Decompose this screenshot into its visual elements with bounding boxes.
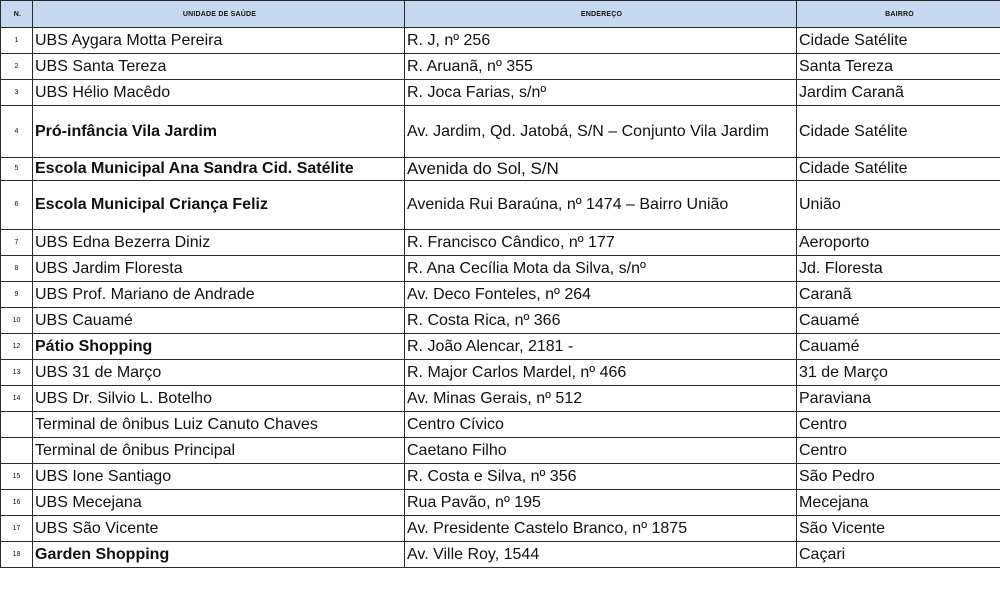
endereco-cell: Avenida Rui Baraúna, nº 1474 – Bairro União [405,181,797,230]
bairro-cell: União [797,181,1000,230]
table-row [1,412,1000,438]
header-unidade: UNIDADE DE SAÚDE [33,1,405,28]
row-number: 3 [1,80,33,106]
row-number: 16 [1,490,33,516]
unidade-cell: UBS Edna Bezerra Diniz [33,230,405,256]
header-endereco: ENDEREÇO [405,1,797,28]
endereco-cell: Avenida do Sol, S/N [405,158,797,181]
table-row [1,308,1000,334]
row-number: 7 [1,230,33,256]
bairro-cell: Santa Tereza [797,54,1000,80]
unidade-cell: UBS Cauamé [33,308,405,334]
table-row [1,230,1000,256]
unidade-cell: UBS São Vicente [33,516,405,542]
row-number [1,438,33,464]
row-number: 14 [1,386,33,412]
table-row [1,28,1000,54]
endereco-cell: Av. Ville Roy, 1544 [405,542,797,568]
endereco-cell: R. J, nº 256 [405,28,797,54]
unidade-cell: UBS Prof. Mariano de Andrade [33,282,405,308]
endereco-cell: R. Major Carlos Mardel, nº 466 [405,360,797,386]
unidade-cell: UBS Ione Santiago [33,464,405,490]
bairro-cell: Aeroporto [797,230,1000,256]
unidade-cell: Escola Municipal Ana Sandra Cid. Satélite [33,158,405,181]
table-row [1,282,1000,308]
header-number: N. [1,1,33,28]
unidade-cell: Terminal de ônibus Principal [33,438,405,464]
row-number: 8 [1,256,33,282]
bairro-cell: Cidade Satélite [797,28,1000,54]
row-number [1,412,33,438]
table-row [1,334,1000,360]
table-row [1,80,1000,106]
endereco-cell: R. Joca Farias, s/nº [405,80,797,106]
table-row [1,158,1000,181]
row-number: 2 [1,54,33,80]
row-number: 10 [1,308,33,334]
endereco-cell: R. Aruanã, nº 355 [405,54,797,80]
endereco-cell: Centro Cívico [405,412,797,438]
endereco-cell: Rua Pavão, nº 195 [405,490,797,516]
row-number: 4 [1,106,33,158]
bairro-cell: Cauamé [797,334,1000,360]
bairro-cell: Cidade Satélite [797,158,1000,181]
unidade-cell: UBS Mecejana [33,490,405,516]
header-row [1,1,1000,28]
unidade-cell: UBS Jardim Floresta [33,256,405,282]
row-number: 18 [1,542,33,568]
bairro-cell: São Vicente [797,516,1000,542]
unidade-cell: UBS Dr. Silvio L. Botelho [33,386,405,412]
unidade-cell: Pró-infância Vila Jardim [33,106,405,158]
table-row [1,256,1000,282]
row-number: 6 [1,181,33,230]
row-number: 1 [1,28,33,54]
table-row [1,181,1000,230]
bairro-cell: Cidade Satélite [797,106,1000,158]
bairro-cell: Centro [797,438,1000,464]
unidade-cell: UBS Santa Tereza [33,54,405,80]
bairro-cell: Centro [797,412,1000,438]
unidade-cell: Escola Municipal Criança Feliz [33,181,405,230]
bairro-cell: São Pedro [797,464,1000,490]
row-number: 5 [1,158,33,181]
bairro-cell: Jardim Caranã [797,80,1000,106]
table-row [1,438,1000,464]
endereco-cell: Av. Presidente Castelo Branco, nº 1875 [405,516,797,542]
table-row [1,542,1000,568]
endereco-cell: R. Francisco Cândico, nº 177 [405,230,797,256]
bairro-cell: Paraviana [797,386,1000,412]
row-number: 9 [1,282,33,308]
table-row [1,490,1000,516]
unidade-cell: UBS 31 de Março [33,360,405,386]
endereco-cell: R. Ana Cecília Mota da Silva, s/nº [405,256,797,282]
row-number: 15 [1,464,33,490]
bairro-cell: Mecejana [797,490,1000,516]
table-row [1,54,1000,80]
bairro-cell: Cauamé [797,308,1000,334]
row-number: 12 [1,334,33,360]
table-row [1,386,1000,412]
endereco-cell: R. João Alencar, 2181 - [405,334,797,360]
endereco-cell: Caetano Filho [405,438,797,464]
endereco-cell: Av. Jardim, Qd. Jatobá, S/N – Conjunto Vila Jardim [405,106,797,158]
table-row [1,360,1000,386]
unidade-cell: Pátio Shopping [33,334,405,360]
unidade-cell: UBS Aygara Motta Pereira [33,28,405,54]
table-row [1,464,1000,490]
bairro-cell: Caranã [797,282,1000,308]
endereco-cell: Av. Minas Gerais, nº 512 [405,386,797,412]
row-number: 13 [1,360,33,386]
endereco-cell: R. Costa Rica, nº 366 [405,308,797,334]
unidade-cell: Terminal de ônibus Luiz Canuto Chaves [33,412,405,438]
unidade-cell: Garden Shopping [33,542,405,568]
bairro-cell: Jd. Floresta [797,256,1000,282]
header-bairro: BAIRRO [797,1,1000,28]
endereco-cell: R. Costa e Silva, nº 356 [405,464,797,490]
table-row [1,516,1000,542]
table-row [1,106,1000,158]
unidade-cell: UBS Hélio Macêdo [33,80,405,106]
bairro-cell: Caçari [797,542,1000,568]
bairro-cell: 31 de Março [797,360,1000,386]
endereco-cell: Av. Deco Fonteles, nº 264 [405,282,797,308]
row-number: 17 [1,516,33,542]
